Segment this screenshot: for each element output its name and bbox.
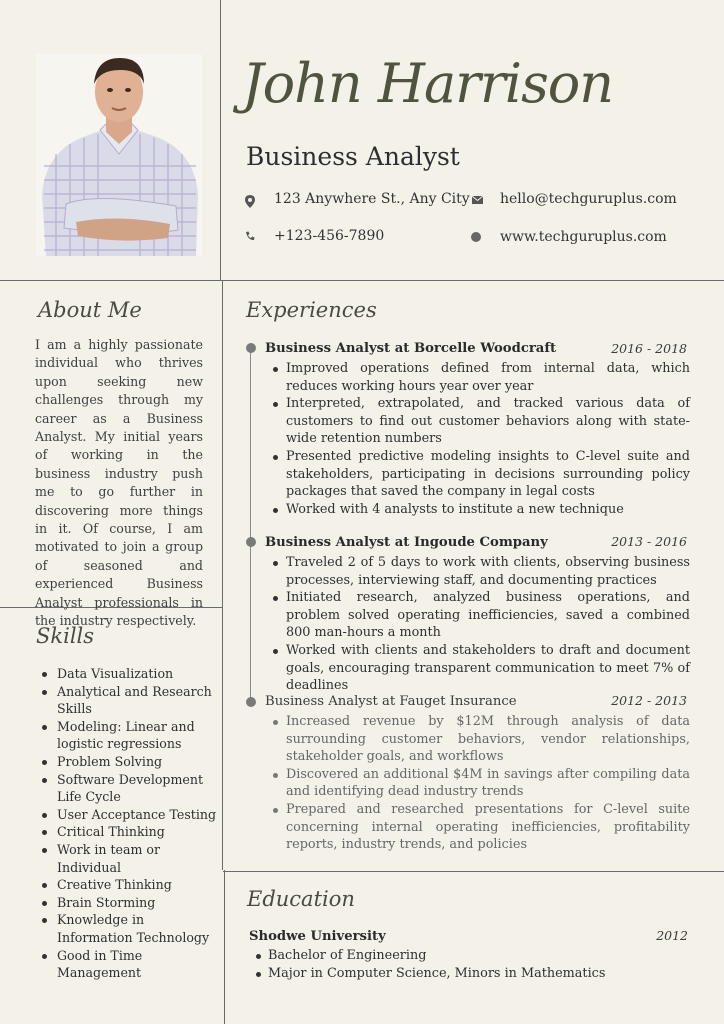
education-list [254, 947, 674, 982]
bullet-icon [273, 773, 278, 778]
job-dates: 2013 - 2016 [611, 534, 687, 549]
skill-label: Creative Thinking [57, 877, 172, 893]
bullet-icon [273, 596, 278, 601]
job-bullet [270, 801, 690, 854]
email-link[interactable]: hello@techguruplus.com [500, 191, 677, 207]
bullet-icon [273, 402, 278, 407]
skill-item [40, 841, 220, 876]
bullet-icon [273, 808, 278, 813]
education-item-text: Bachelor of Engineering [268, 948, 427, 963]
bullet-text: Discovered an additional $4M in savings after compiling data and identifying dead industry trends [286, 766, 690, 800]
job-bullet [270, 395, 690, 448]
bullet-icon [42, 954, 47, 959]
skill-item [40, 876, 220, 894]
bullet-text: Improved operations defined from internal data, which reduces working hours year over year [286, 361, 690, 394]
job-bullet [270, 713, 690, 766]
bullet-icon [273, 455, 278, 460]
skill-item [40, 665, 220, 683]
skill-label: Software Development Life Cycle [57, 771, 204, 805]
envelope-icon [470, 193, 484, 207]
bullet-text: Initiated research, analyzed business operations, and problem solved operating inefficiencies, saved a combined 800 man-hours a month [286, 590, 690, 641]
education-item [254, 965, 674, 983]
bullet-icon [42, 883, 47, 888]
phone-text: +123-456-7890 [274, 228, 385, 244]
bullet-icon [42, 848, 47, 853]
address-text: 123 Anywhere St., Any City [274, 191, 470, 207]
job-bullets [270, 360, 690, 518]
skill-label: Modeling: Linear and logistic regressions [57, 718, 195, 752]
job-bullet [270, 589, 690, 642]
bullet-icon [273, 367, 278, 372]
skill-item [40, 771, 220, 806]
skill-label: Knowledge in Information Technology [57, 912, 210, 945]
education-item-text: Major in Computer Science, Minors in Mathematics [268, 965, 606, 981]
skills-list [40, 665, 220, 982]
bullet-icon [42, 901, 47, 906]
divider-vertical-top [220, 0, 221, 280]
education-school: Shodwe University [249, 929, 386, 944]
bullet-icon [42, 672, 47, 677]
skill-item [40, 823, 220, 841]
skill-item [40, 718, 220, 753]
job-bullet [270, 448, 690, 501]
divider-vertical-middle [222, 280, 223, 870]
globe-icon [469, 230, 483, 244]
divider-vertical-bottom [224, 870, 225, 1024]
job-bullet [270, 501, 690, 519]
job-bullet [270, 766, 690, 801]
job-bullet [270, 554, 690, 589]
skills-title: Skills [36, 624, 95, 648]
bullet-icon [42, 918, 47, 923]
bullet-icon [42, 813, 47, 818]
education-year: 2012 [656, 928, 688, 943]
timeline-dot [246, 343, 256, 353]
skill-label: Brain Storming [57, 894, 156, 910]
skill-label: Problem Solving [57, 753, 163, 769]
bullet-text: Worked with 4 analysts to institute a new technique [286, 501, 624, 517]
job-bullets [270, 554, 690, 695]
skill-label: Data Visualization [57, 666, 174, 681]
bullet-text: Presented predictive modeling insights to C-level suite and stakeholders, participating in decisions surrounding policy packages that saved the company in legal costs [286, 448, 690, 500]
education-item [254, 947, 674, 965]
bullet-icon [42, 778, 47, 783]
divider-horizontal-right [223, 871, 724, 872]
bullet-text: Increased revenue by $12M through analysis of data surrounding customer behaviors, vendor relationships, stakeholder goals, and workflows [286, 714, 690, 765]
bullet-icon [273, 720, 278, 725]
website-link[interactable]: www.techguruplus.com [500, 229, 667, 245]
about-title: About Me [38, 298, 142, 322]
skill-label: Analytical and Research Skills [57, 683, 212, 717]
education-title: Education [247, 887, 355, 911]
phone-icon [243, 229, 257, 243]
bullet-icon [42, 830, 47, 835]
bullet-icon [42, 725, 47, 730]
job-bullet [270, 642, 690, 695]
bullet-icon [256, 954, 261, 959]
bullet-text: Traveled 2 of 5 days to work with clients, observing business processes, interviewing staff, and documenting practices [286, 555, 690, 588]
skill-item [40, 911, 220, 946]
skill-item [40, 894, 220, 912]
job-title: Business Analyst at Borcelle Woodcraft [265, 341, 557, 356]
bullet-icon [273, 561, 278, 566]
job-title: Business Analyst at Ingoude Company [265, 535, 548, 550]
skill-item [40, 683, 220, 718]
job-dates: 2012 - 2013 [611, 693, 687, 708]
bullet-text: Interpreted, extrapolated, and tracked various data of customers to find out customer behaviors along with state-wide retention numbers [286, 396, 690, 447]
timeline-dot [246, 537, 256, 547]
job-bullet [270, 360, 690, 395]
experiences-title: Experiences [246, 298, 377, 322]
job-title: Business Analyst at Fauget Insurance [265, 694, 517, 709]
skill-item [40, 947, 220, 982]
skill-item [40, 753, 220, 771]
skill-label: User Acceptance Testing [57, 806, 217, 822]
bullet-icon [273, 508, 278, 513]
timeline-line [250, 347, 251, 705]
candidate-role: Business Analyst [246, 142, 460, 171]
candidate-name: John Harrison [242, 52, 614, 115]
skill-item [40, 806, 220, 824]
about-text: I am a highly passionate individual who thrives upon seeking new challenges through my career as a Business Analyst. My initial years of working in the business industry push me to go further in discovering more things in it. Of course, I am motivated to join a group of seasoned and experienced Business Analyst professionals in the industry respectively. [35, 337, 203, 629]
map-pin-icon [243, 194, 257, 208]
bullet-text: Worked with clients and stakeholders to draft and document goals, encouraging transparent communication to meet 7% of deadlines [286, 642, 690, 694]
skill-label: Good in Time Management [57, 947, 143, 981]
bullet-icon [256, 972, 261, 977]
bullet-icon [273, 649, 278, 654]
job-dates: 2016 - 2018 [611, 341, 687, 356]
job-bullets [270, 713, 690, 854]
divider-horizontal-header [0, 280, 724, 281]
bullet-icon [42, 760, 47, 765]
bullet-text: Prepared and researched presentations for C-level suite concerning internal operating inefficiencies, profitability reports, industry trends, and policies [286, 801, 690, 853]
skill-label: Work in team or Individual [57, 841, 161, 875]
timeline-dot [246, 697, 256, 707]
profile-photo [36, 54, 202, 256]
bullet-icon [42, 690, 47, 695]
skill-label: Critical Thinking [57, 824, 165, 840]
